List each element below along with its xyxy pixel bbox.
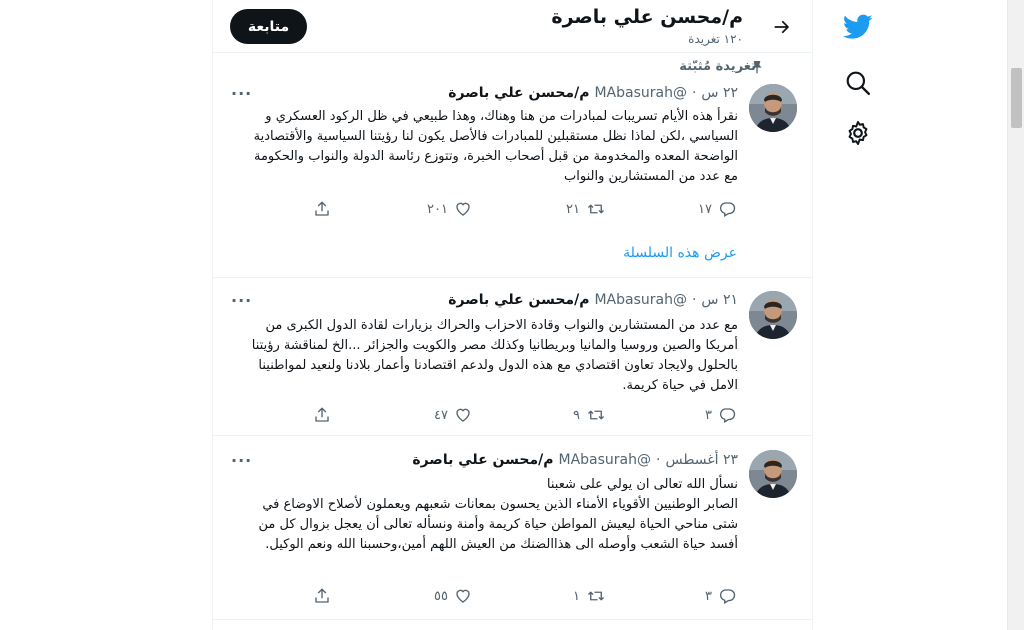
profile-header [213, 0, 813, 53]
tweet-text: نقرأ هذه الأيام تسريبات لمبادرات من هنا وهناك، وهذا طبيعي في ظل الركود العسكري و السياسي ،لكن لماذا نظل مستقبلين للمبادرات فالأصل يكون لنا رؤيتنا السياسية والأقتصادية الواضحة المعده والمخدومة من قبل أصحاب الخبرة، وتتوزع رئاسة الدولة والنواب والحكومة مع عدد من المستشارين والنواب [253, 109, 738, 184]
back-button[interactable] [765, 10, 799, 44]
like-button[interactable] [434, 585, 472, 607]
retweet-count: ٢١ [566, 201, 580, 217]
tweet-actions [213, 198, 813, 222]
retweet-icon [586, 587, 606, 605]
reply-button[interactable] [705, 404, 736, 426]
author-name[interactable]: م/محسن علي باصرة [412, 452, 554, 468]
separator-dot: · [691, 292, 697, 308]
tweet-time[interactable]: ٢١ س [701, 292, 738, 308]
tweet-header [412, 452, 738, 468]
avatar[interactable] [749, 450, 797, 498]
back-arrow-icon [773, 18, 791, 36]
reply-icon [718, 200, 736, 218]
side-navigation [830, 0, 890, 630]
like-icon [454, 587, 472, 605]
separator-dot: · [691, 85, 697, 101]
retweet-button[interactable] [566, 198, 606, 220]
page-scrollbar[interactable] [1007, 0, 1024, 630]
like-count: ٢٠١ [427, 201, 448, 217]
reply-button[interactable] [698, 198, 736, 220]
author-handle[interactable]: @MAbasurah [558, 452, 652, 468]
like-icon [454, 406, 472, 424]
tweet-text-line: نسأل الله تعالى ان يولي على شعبنا [546, 477, 738, 492]
share-button[interactable] [313, 198, 331, 220]
tweet-card[interactable] [213, 437, 813, 620]
reply-count: ٣ [705, 407, 712, 423]
retweet-count: ٩ [573, 407, 580, 423]
tweet-text: مع عدد من المستشارين والنواب وقادة الاحزاب والحراك بزيارات لقادة الدول الكبرى من أمريكا والصين وروسيا والمانيا وبريطانيا وكذلك مصر والكويت والجزائر ...الخ لمناقشة رؤيتنا بالحلول ولايجاد تعاون اقتصادي مع هذه الدول ولدعم اقتصادنا وأعمار بلادنا ولنعيد لمواطنينا الامل في حياة كريمة. [251, 318, 738, 393]
tweet-actions [213, 404, 813, 428]
like-count: ٥٥ [434, 588, 448, 604]
author-handle[interactable]: @MAbasurah [594, 85, 687, 101]
profile-name-title: م/محسن علي باصرة [551, 6, 743, 28]
share-button[interactable] [313, 404, 331, 426]
author-handle[interactable]: @MAbasurah [594, 292, 687, 308]
retweet-button[interactable] [573, 404, 606, 426]
more-icon[interactable]: ··· [231, 451, 253, 470]
share-icon [313, 587, 331, 605]
tweet-header [448, 85, 738, 101]
reply-count: ١٧ [698, 201, 712, 217]
reply-icon [718, 406, 736, 424]
author-name[interactable]: م/محسن علي باصرة [448, 292, 590, 308]
tweet-text-line: الصابر الوطنيين الأقوياء الأمناء الذين يحسون بمعانات شعبهم ويعملون لأصلاح الاوضاع في شتى مناحي الحياة ليعيش المواطن حياة كريمة وأمنة ونسأله تعالى أن يعجل بزوال كل من أفسد حياة الشعب وأوصله الى هذاالضنك من العيش اللهم أمين،وحسبنا الله ونعم الوكيل. [258, 497, 738, 552]
retweet-button[interactable] [573, 585, 606, 607]
tweet-time[interactable]: ٢٣ أغسطس [665, 452, 738, 468]
reply-button[interactable] [705, 585, 736, 607]
more-icon[interactable]: ··· [231, 84, 253, 103]
share-icon [313, 200, 331, 218]
show-thread-link[interactable]: عرض هذه السلسلة [623, 245, 737, 261]
tweet-count: ١٢٠ تغريدة [688, 32, 743, 46]
like-count: ٤٧ [434, 407, 448, 423]
pinned-label: تغريدة مُثبّتة [679, 59, 756, 74]
reply-icon [718, 587, 736, 605]
like-icon [454, 200, 472, 218]
share-button[interactable] [313, 585, 331, 607]
twitter-logo-icon[interactable] [838, 7, 878, 47]
follow-button[interactable]: متابعة [230, 9, 307, 44]
retweet-icon [586, 406, 606, 424]
retweet-count: ١ [573, 588, 580, 604]
tweet-text [238, 475, 738, 555]
like-button[interactable] [427, 198, 472, 220]
author-name[interactable]: م/محسن علي باصرة [448, 85, 590, 101]
like-button[interactable] [434, 404, 472, 426]
separator-dot: · [656, 452, 661, 468]
settings-icon[interactable] [838, 113, 878, 153]
tweet-actions [213, 585, 813, 609]
avatar[interactable] [749, 84, 797, 132]
profile-timeline [212, 0, 813, 630]
tweet-card-pinned[interactable] [213, 53, 813, 278]
tweet-header [448, 292, 738, 308]
retweet-icon [586, 200, 606, 218]
scrollbar-thumb[interactable] [1011, 68, 1022, 128]
more-icon[interactable]: ··· [231, 291, 253, 310]
reply-count: ٣ [705, 588, 712, 604]
share-icon [313, 406, 331, 424]
search-icon[interactable] [838, 63, 878, 103]
tweet-card[interactable] [213, 279, 813, 436]
tweet-time[interactable]: ٢٢ س [701, 85, 738, 101]
avatar[interactable] [749, 291, 797, 339]
